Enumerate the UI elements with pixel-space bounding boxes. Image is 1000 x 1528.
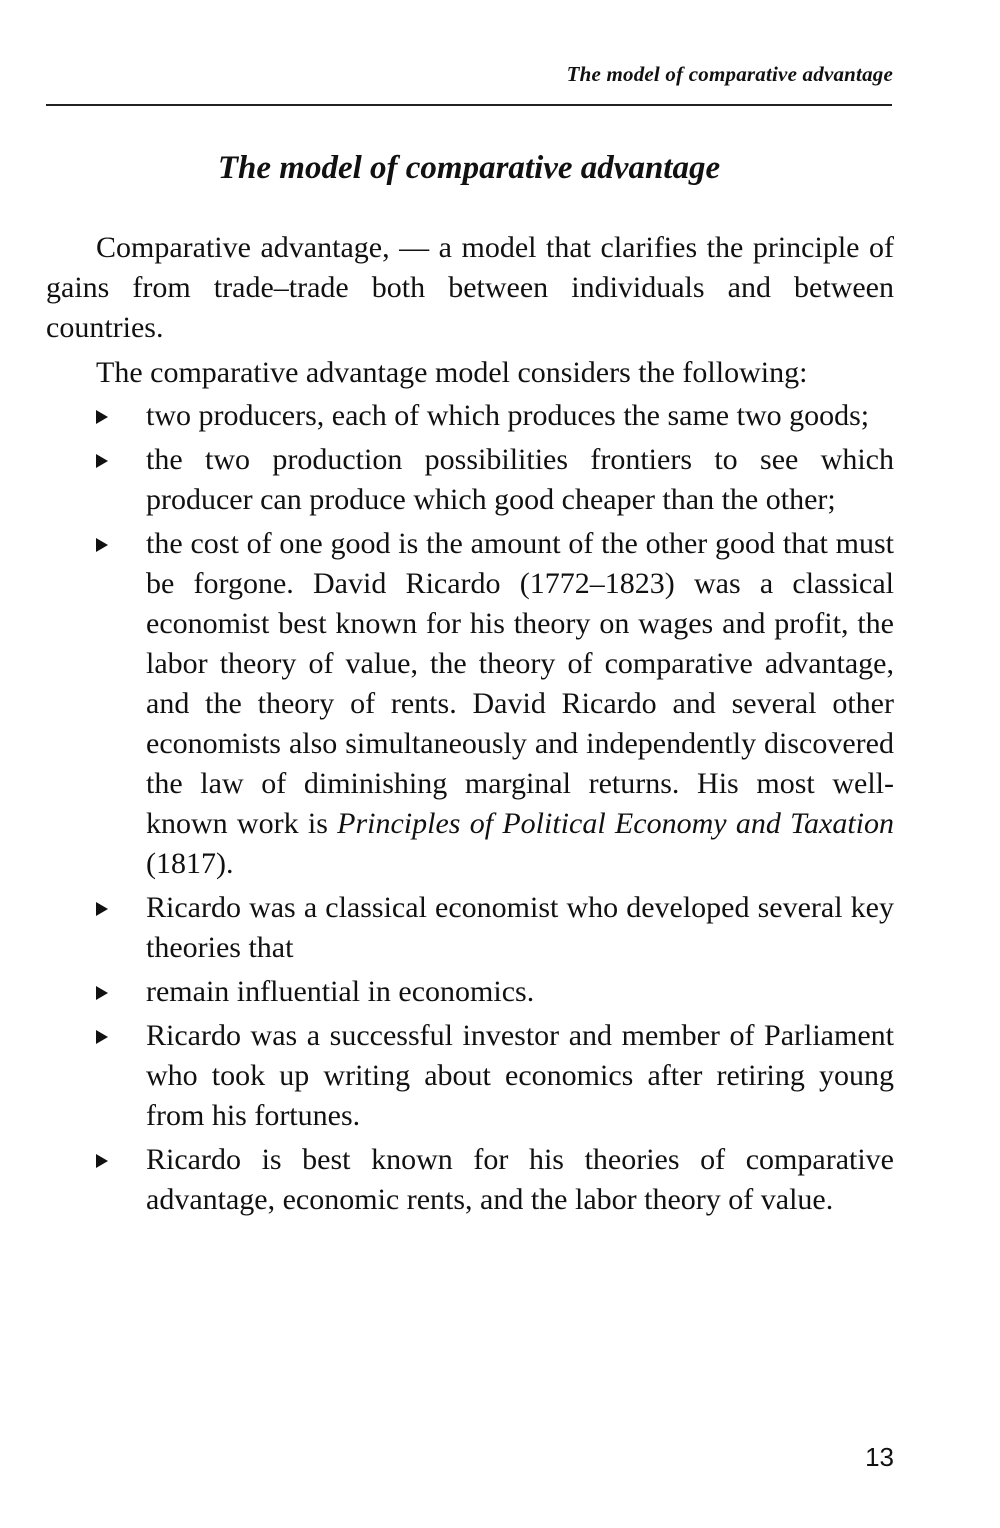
publication-year: (1817).	[146, 847, 234, 880]
triangle-right-icon	[96, 986, 108, 1000]
list-item	[46, 1016, 894, 1136]
list-item-text: the cost of one good is the amount of the other good that must be forgone. David Ricardo (1772–1823) was a classical economist best known for his theory on wages and profit, the labor theory of value, the theory of comparative advantage, and the theory of rents. David Ricardo and several other economists also simultaneously and independently discovered the law of diminishing marginal returns. His most well-known work is	[146, 527, 894, 840]
triangle-right-icon	[96, 538, 108, 552]
page-number: 13	[865, 1442, 894, 1472]
triangle-right-icon	[96, 1030, 108, 1044]
list-item	[46, 888, 894, 968]
list-item	[46, 1140, 894, 1220]
header-rule	[46, 104, 892, 106]
triangle-right-icon	[96, 410, 108, 424]
list-item-text: remain influential in economics.	[146, 975, 535, 1008]
list-item	[46, 524, 894, 884]
page-title: The model of comparative advantage	[217, 150, 721, 186]
list-item-text: two producers, each of which produces the same two goods;	[146, 399, 870, 432]
list-item	[46, 440, 894, 520]
paragraph-model: The comparative advantage model considers the following:	[96, 356, 808, 389]
bullet-list	[46, 396, 894, 1220]
list-item-text: Ricardo was a classical economist who developed several key theories that	[146, 891, 894, 964]
paragraph-intro: Comparative advantage, — a model that clarifies the principle of gains from trade–trade both between individuals and between countries.	[46, 231, 894, 344]
list-item	[46, 972, 894, 1012]
list-item-text: Ricardo was a successful investor and member of Parliament who took up writing about economics after retiring young from his fortunes.	[146, 1019, 894, 1132]
triangle-right-icon	[96, 902, 108, 916]
triangle-right-icon	[96, 454, 108, 468]
book-title: Principles of Political Economy and Taxation	[337, 807, 895, 840]
list-item-text: Ricardo is best known for his theories of comparative advantage, economic rents, and the labor theory of value.	[146, 1143, 894, 1216]
triangle-right-icon	[96, 1154, 108, 1168]
body-text	[46, 228, 894, 1224]
running-header: The model of comparative advantage	[566, 62, 893, 86]
list-item-text: the two production possibilities frontiers to see which producer can produce which good cheaper than the other;	[146, 443, 894, 516]
list-item	[46, 396, 894, 436]
